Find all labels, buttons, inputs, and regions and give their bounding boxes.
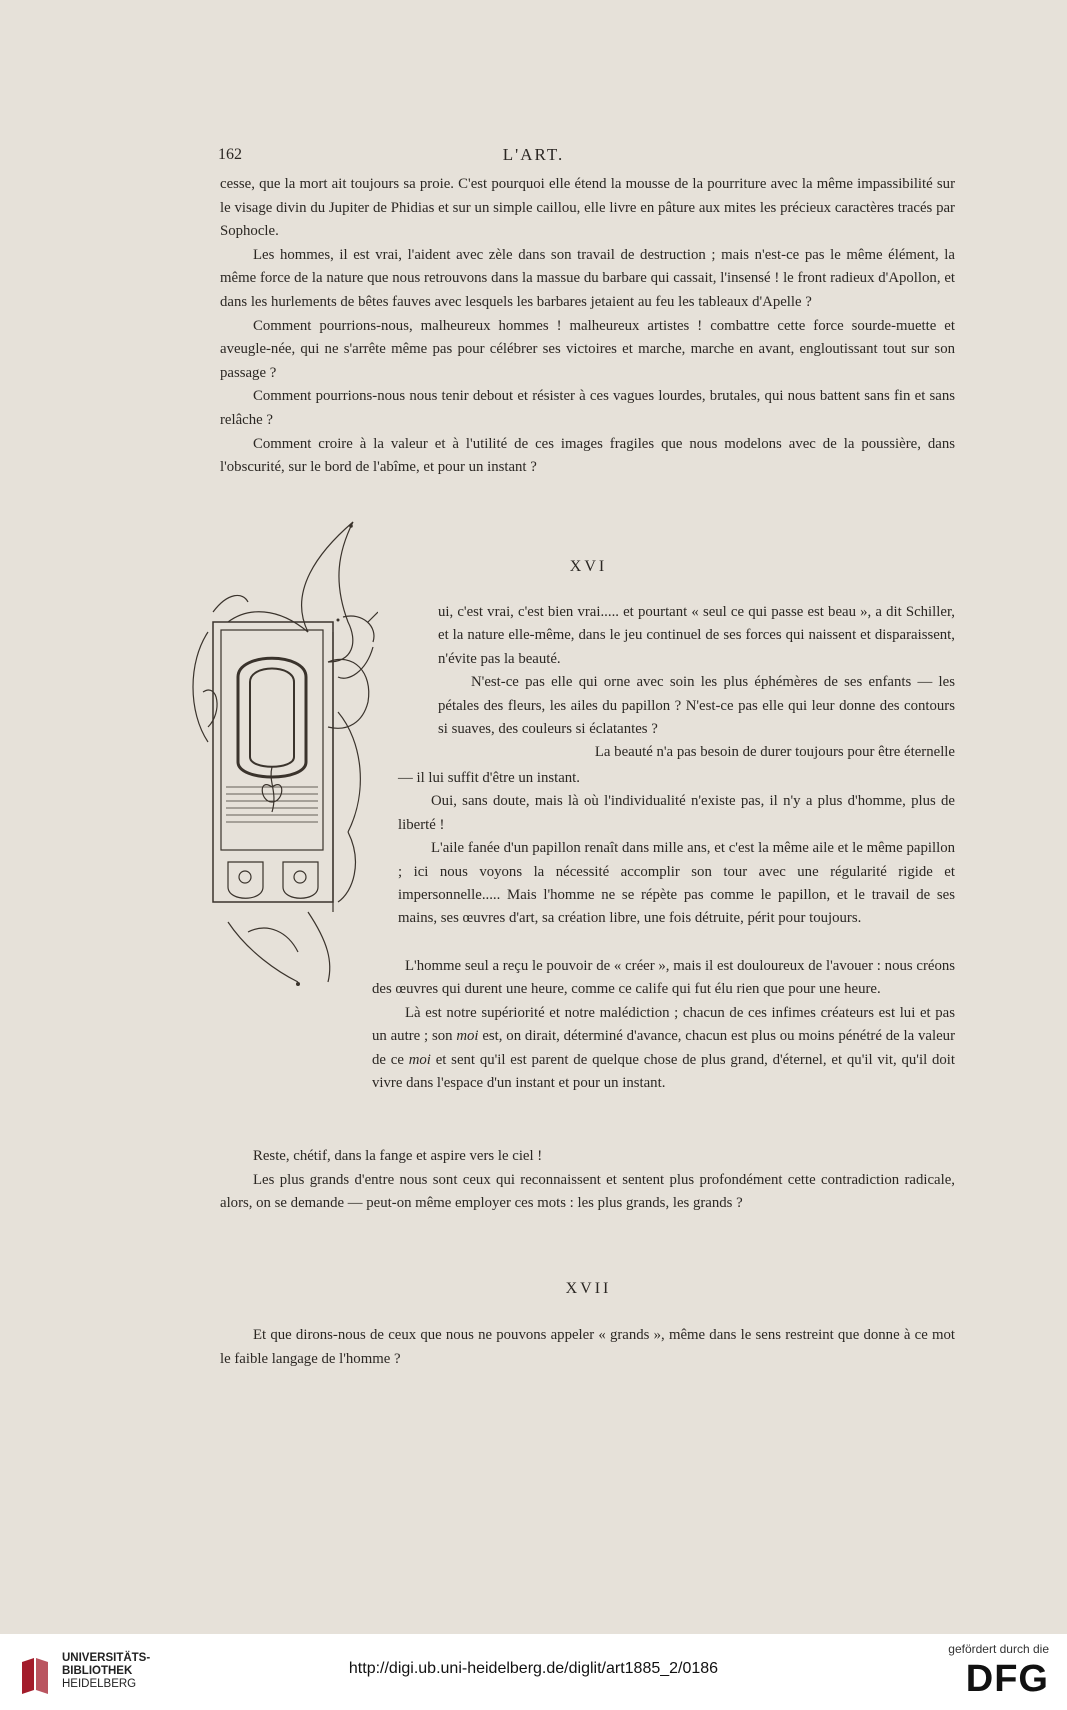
running-title: L'ART. [502,145,565,164]
library-line: BIBLIOTHEK [62,1665,133,1677]
paragraph: N'est-ce pas elle qui orne avec soin les plus éphémères de ses enfants — les pétales des fleurs, les ailes du papillon ? N'est-ce pas elle qui leur donne des contours si suaves, des couleurs si éclatantes ? [438,674,955,738]
section-heading-xvii: XVII [565,1280,612,1297]
library-line: UNIVERSITÄTS- [62,1652,151,1664]
paragraph: Et que dirons-nous de ceux que nous ne pouvons appeler « grands », même dans le sens restreint que donne à ce mot le faible langage de l'homme ? [220,1327,955,1367]
paragraph [372,1002,955,1096]
ornamental-initial-o-illustration [188,512,378,1092]
sponsor-label: gefördert durch die [948,1642,1049,1656]
paragraph: Comment pourrions-nous, malheureux hommes ! malheureux artistes ! combattre cette force sourde-muette et aveugle-née, qui ne s'arrête même pas pour célébrer ses victoires et marche, marche en avant, engloutissant tout sur son passage ? [220,317,955,381]
section-xvi-column-lower [372,955,955,1095]
section-xvii-text [220,1324,955,1371]
paragraph: Comment croire à la valeur et à l'utilité de ces images fragiles que nous modelons avec de la poussière, dans l'obscurité, sur le bord de l'abîme, et pour un instant ? [220,435,955,476]
paragraph-continuation: — il lui suffit d'être un instant. [398,770,580,786]
source-url-link[interactable]: http://digi.ub.uni-heidelberg.de/diglit/art1885_2/0186 [348,1660,719,1677]
emphasis-moi: moi [456,1028,479,1045]
paragraph: cesse, que la mort ait toujours sa proie. C'est pourquoi elle étend la mousse de la pourriture avec la même impassibilité sur le visage divin du Jupiter de Phidias et sur un simple caillou, elle livre en pâture aux mites les précieux caractères tracés par Sophocle. [220,176,955,240]
library-line: HEIDELBERG [62,1678,137,1690]
text-segment: est, on dirait, déterminé d'avance, chacun est plus ou moins pénétré de la valeur de ce [372,1028,955,1068]
paragraph-dropcap: ui, c'est vrai, c'est bien vrai..... et pourtant « seul ce qui passe est beau », a dit Schiller, et la nature elle-même, dans le jeu continuel de ses forces qui naissent et disparaissent, n'évite pas la beauté. [438,604,955,667]
text-segment: et sent qu'il est parent de quelque chose de plus grand, d'éternel, et qu'il vit, qu'il doit vivre dans l'espace d'un instant et pour un instant. [372,1051,955,1092]
paragraph: Les hommes, il est vrai, l'aident avec zèle dans son travail de destruction ; mais n'est-ce pas le même élément, la même force de la nature que nous retrouvons dans la massue du barbare qui cassait, l'insensé ! le front radieux d'Apollon, et dans les hurlements de bêtes fauves avec lesquels les barbares jetaient au feu les tableaux d'Apelle ? [220,246,955,310]
section-xvi-tail [220,1145,955,1216]
text-segment: Là est notre supériorité et notre malédiction ; chacun de ces infimes créateurs est lui et pas un autre ; son [372,1004,955,1045]
emphasis-moi: moi [408,1051,431,1068]
paragraph: Comment pourrions-nous nous tenir debout et résister à ces vagues lourdes, brutales, qui nous battent sans fin et sans relâche ? [220,388,955,428]
dfg-logo: DFG [965,1658,1049,1700]
digitization-footer [0,1634,1067,1710]
paragraph: L'homme seul a reçu le pouvoir de « créer », mais il est douloureux de l'avouer : nous créons des œuvres qui durent une heure, comme ce calife qui fut élu rien que pour une heure. [372,958,955,998]
paragraph: L'aile fanée d'un papillon renaît dans mille ans, et c'est la même aile et le même papillon ; ici nous voyons la nécessité accomplir son tour avec une régularité rigide et impersonnelle..... Mais l'homme ne se répète pas comme le papillon, et le travail de ses mains, ses œuvres d'art, sa création libre, une fois détruite, périt pour toujours. [398,840,955,927]
paragraph: La beauté n'a pas besoin de durer toujours pour être éternelle [594,744,955,761]
section-xvi-right-column [438,601,955,765]
paragraph: Reste, chétif, dans la fange et aspire vers le ciel ! [253,1148,543,1164]
paragraph: Les plus grands d'entre nous sont ceux qui reconnaissent et sentent plus profondément cette contradiction radicale, alors, on se demande — peut-on même employer ces mots : les plus grands, les grands ? [220,1171,955,1212]
section-xvi-column-continued [398,767,955,931]
section-heading-xvi: XVI [569,558,608,575]
paragraph: Oui, sans doute, mais là où l'individualité n'existe pas, il n'y a plus d'homme, plus de liberté ! [398,793,955,833]
page-number: 162 [218,146,242,163]
intro-text [220,173,955,480]
